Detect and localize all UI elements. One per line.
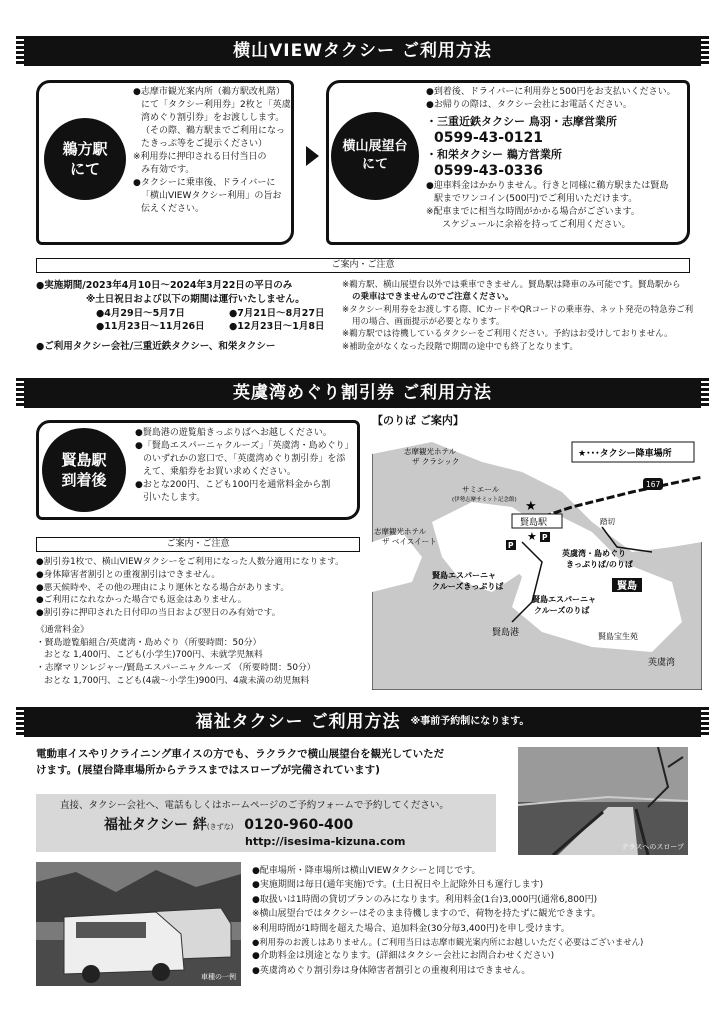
label-espana-ticket: 賢島エスパーニャ xyxy=(432,571,496,580)
text-line: 駅までワンコイン(500円)でご利用いただけます。 xyxy=(434,193,638,204)
van-window xyxy=(76,922,146,938)
badge-ugata-station xyxy=(44,118,126,200)
detail-line: ※横山展望台ではタクシーはそのまま待機しますので、荷物を持たずに観光できます。 xyxy=(252,909,601,920)
badge-line: 横山展望台 xyxy=(342,139,408,155)
notice-header xyxy=(36,258,690,273)
taxi-dropoff-star-icon: ★ xyxy=(527,530,537,543)
text-line: 引いたします。 xyxy=(143,493,206,504)
detail-line: ●英虞湾めぐり割引券は身体障害者割引との重複利用はできません。 xyxy=(252,965,531,976)
label-hoseien: 賢島宝生苑 xyxy=(598,632,638,641)
section-title: 横山VIEWタクシー ご利用方法 xyxy=(233,40,492,61)
note-line: ※鵜方駅、横山展望台以外では乗車できません。賢島駅は降車のみ可能です。賢島駅から xyxy=(342,280,681,290)
badge-line: 到着後 xyxy=(61,471,107,489)
detail-line: ●配車場所・降車場所は横山VIEWタクシーと同じです。 xyxy=(252,866,481,876)
text-line: スケジュールに余裕を持ってご利用ください。 xyxy=(442,219,631,230)
fare-line: おとな 1,400円、こども(小学生)700円、未就学児無料 xyxy=(44,650,263,661)
text-line: （その際、鵜方駅までご利用になっ xyxy=(141,126,286,137)
kashikojima-instructions xyxy=(135,427,359,505)
fare-heading: 《通常料金》 xyxy=(36,624,89,635)
section-header-welfare-taxi xyxy=(22,707,703,737)
contact-line xyxy=(104,816,353,835)
label-pier-island-tour: 英虞湾・島めぐり xyxy=(562,549,626,558)
note-line: ●割引券1枚で、横山VIEWタクシーをご利用になった人数分適用になります。 xyxy=(36,557,344,567)
wheel xyxy=(152,963,170,981)
fare-line: おとな 1,700円、こども(4歳～小学生)900円、4歳未満の幼児無料 xyxy=(44,675,310,686)
label-espana-pier: 賢島エスパーニャ xyxy=(532,595,596,604)
text-line: ●「賢島エスパーニャクルーズ」「英虞湾・島めぐり」 xyxy=(135,441,354,452)
company-name: 福祉タクシー 絆 xyxy=(104,817,207,833)
note-line: ●身体障害者割引との重複割引はできません。 xyxy=(36,569,221,580)
boarding-map xyxy=(372,432,702,690)
detail-line: ●介助料金は別途となります。(詳細はタクシー会社にお問合わせください) xyxy=(252,951,555,962)
legend-text: ★･･･タクシー降車場所 xyxy=(578,449,672,459)
label-kashikojima-station: 賢島駅 xyxy=(520,518,548,528)
note-line: ●割引券に押印された日付印の当日および翌日のみ有効です。 xyxy=(36,608,281,618)
text-line: ●タクシーに乗車後、ドライバーに xyxy=(133,178,276,189)
text-line: ※配車までに相当な時間がかかる場合がございます。 xyxy=(426,206,640,217)
badge-line: にて xyxy=(361,157,388,172)
label-crossing: 踏切 xyxy=(600,517,615,526)
text-line: 湾めぐり割引券」をお渡しします。 xyxy=(141,113,285,124)
text-line: えて、乗船券をお買い求めください。 xyxy=(143,467,296,478)
ugata-instructions xyxy=(133,86,293,216)
date-range: ●7月21日～8月27日 xyxy=(229,307,325,319)
label-kashikojima-port: 賢島港 xyxy=(492,628,520,638)
section-title: 福祉タクシー ご利用方法 xyxy=(195,711,401,732)
detail-line: ●利用券のお渡しはありません。(ご利用当日は志摩市観光案内所にお越しいただく必要はございません) xyxy=(252,936,644,947)
reservation-note: ※事前予約制になります。 xyxy=(410,716,530,728)
text-line: たきっぷ等をご提示ください） xyxy=(141,139,268,150)
label-summit-museum: サミエール xyxy=(462,485,500,494)
note-line: ※補助金がなくなった段階で期間の途中でも終了となります。 xyxy=(342,341,578,352)
yokoyama-instructions xyxy=(426,86,688,232)
photo-caption: テラスへのスロープ xyxy=(621,842,684,851)
text-line: ●お帰りの際は、タクシー会社にお電話ください。 xyxy=(426,100,632,111)
phone-number-2[interactable]: 0599-43-0336 xyxy=(434,162,544,179)
section1-notes xyxy=(342,279,702,353)
detail-line: ●実施期間は毎日(通年実施)です。(土日祝日や上記除外日も運行します) xyxy=(252,880,544,891)
contact-instruction: 直接、タクシー会社へ、電話もしくはホームページのご予約フォームで予約してください。 xyxy=(60,800,449,811)
label-hotel-baysuite: 志摩観光ホテル xyxy=(374,527,427,536)
label-route: 167 xyxy=(646,480,661,489)
text-line: み有効です。 xyxy=(141,165,195,176)
badge-kashikojima xyxy=(42,428,126,512)
section2-notes xyxy=(36,556,371,688)
label-espana-ticket: クルーズきっぷりば xyxy=(432,582,504,591)
text-line: ●迎車料金はかかりません。行きと同様に鵜方駅または賢島 xyxy=(426,180,669,191)
label-ago-bay: 英虞湾 xyxy=(648,658,676,668)
label-summit-museum: (伊勢志摩サミット記念館) xyxy=(452,497,517,503)
wheel xyxy=(82,965,100,983)
badge-yokoyama-observatory xyxy=(331,112,419,200)
notice-label: ご案内・ご注意 xyxy=(166,539,230,549)
parking-icon: P xyxy=(542,533,548,542)
date-range: ●12月23日～1月8日 xyxy=(229,321,325,333)
note-line: ※タクシー利用券をお渡しする際、ICカードやQRコードの乗車券、ネット発売の特急券ご利 xyxy=(342,304,694,315)
date-row-2 xyxy=(36,320,336,334)
note-line: 用の場合、画面提示が必要となります。 xyxy=(352,316,505,327)
text-line: 「横山VIEWタクシー利用」の旨お xyxy=(141,191,282,202)
badge-line: にて xyxy=(69,160,100,178)
taxi-company-1: ・三重近鉄タクシー 鳥羽・志摩営業所 xyxy=(426,115,617,129)
text-line: ●志摩市観光案内所（鵜方駅改札階） xyxy=(133,87,285,97)
section-header-ago-bay xyxy=(22,378,703,408)
text-line: にて「タクシー利用券」2枚と「英虞 xyxy=(141,100,291,111)
text-line: ●賢島港の遊覧船きっぷりばへお越しください。 xyxy=(135,428,332,438)
period-text: ●実施期間/2023年4月10日～2024年3月22日の平日のみ xyxy=(36,280,293,291)
parking-icon: P xyxy=(508,541,514,550)
badge-line: 鵜方駅 xyxy=(62,139,108,158)
fare-line: ・志摩マリンレジャー/賢島エスパーニャクルーズ （所要時間：50分） xyxy=(36,663,316,673)
label-hotel-classic: 志摩観光ホテル xyxy=(404,447,457,456)
label-kashikojima-island: 賢島 xyxy=(617,581,637,592)
notice-label: ご案内・ご注意 xyxy=(331,260,395,270)
label-espana-pier: クルーズのりば xyxy=(534,606,590,615)
label-hotel-baysuite: ザ ベイスイート xyxy=(382,537,437,546)
welfare-intro xyxy=(36,746,516,779)
slope-photo xyxy=(518,747,688,855)
text-line: ※利用券に押印される日付当日の xyxy=(133,152,267,163)
date-range: ●11月23日～11月26日 xyxy=(96,321,205,333)
text-line: ●到着後、ドライバーに利用券と500円をお支払いください。 xyxy=(426,87,676,97)
intro-line: 電動車イスやリクライニング車イスの方でも、ラクラクで横山展望台を観光していただ xyxy=(36,748,445,760)
taxi-dropoff-star-icon: ★ xyxy=(525,499,537,514)
phone-number-1[interactable]: 0599-43-0121 xyxy=(434,130,544,147)
date-row-1 xyxy=(36,307,336,321)
section-title: 英虞湾めぐり割引券 ご利用方法 xyxy=(233,382,492,403)
period-info xyxy=(36,279,336,354)
badge-line: 賢島駅 xyxy=(61,450,107,469)
notice-header-2 xyxy=(36,537,360,552)
arrow-right-icon xyxy=(306,146,319,166)
note-line: ●ご利用になれなかった場合でも返金はありません。 xyxy=(36,595,247,606)
taxi-company-2: ・和栄タクシー 鵜方営業所 xyxy=(426,147,562,161)
detail-line: ※利用時間が1時間を超えた場合、追加料金(30分毎3,400円)を申し受けます。 xyxy=(252,923,570,934)
holiday-text: ※土日祝日および以下の期間は運行いたしません。 xyxy=(86,293,305,305)
text-line: のいずれかの窓口で、「英虞湾めぐり割引券」を添 xyxy=(143,454,346,465)
fare-line: ・賢島遊覧船組合/英虞湾・島めぐり（所要時間：50分） xyxy=(36,637,262,648)
label-hotel-classic: ザ クラシック xyxy=(412,457,460,466)
label-pier-island-tour: きっぷりば/のりば xyxy=(566,560,633,569)
note-line: ※鵜方駅では待機しているタクシーをご利用ください。予約はお受けしておりません。 xyxy=(342,329,673,340)
detail-line: ●取扱いは1時間の貸切プランのみになります。利用料金(1台)3,000円(通常6,800円) xyxy=(252,894,598,905)
companies-text: ●ご利用タクシー会社/三重近鉄タクシー、和栄タクシー xyxy=(36,341,276,353)
welfare-details xyxy=(252,864,707,978)
welfare-phone[interactable]: 0120-960-400 xyxy=(244,817,354,833)
vehicle-photo xyxy=(36,862,241,986)
text-line: 伝えください。 xyxy=(141,204,205,215)
note-line: の乗車はできませんのでご注意ください。 xyxy=(352,292,514,303)
intro-line: けます。(展望台降車場所からテラスまではスロープが完備されています) xyxy=(36,764,380,777)
date-range: ●4月29日～5月7日 xyxy=(96,307,185,319)
welfare-website-link[interactable]: http://isesima-kizuna.com xyxy=(245,835,406,848)
note-line: ●悪天候時や、その他の理由により運休となる場合があります。 xyxy=(36,582,290,593)
section-header-view-taxi xyxy=(22,36,703,66)
company-kana: (きずな) xyxy=(206,823,234,831)
car-caption: 車種の一例 xyxy=(201,972,236,981)
map-title: 【のりば ご案内】 xyxy=(372,414,464,427)
text-line: ●おとな200円、こども100円を通常料金から割 xyxy=(135,480,331,491)
